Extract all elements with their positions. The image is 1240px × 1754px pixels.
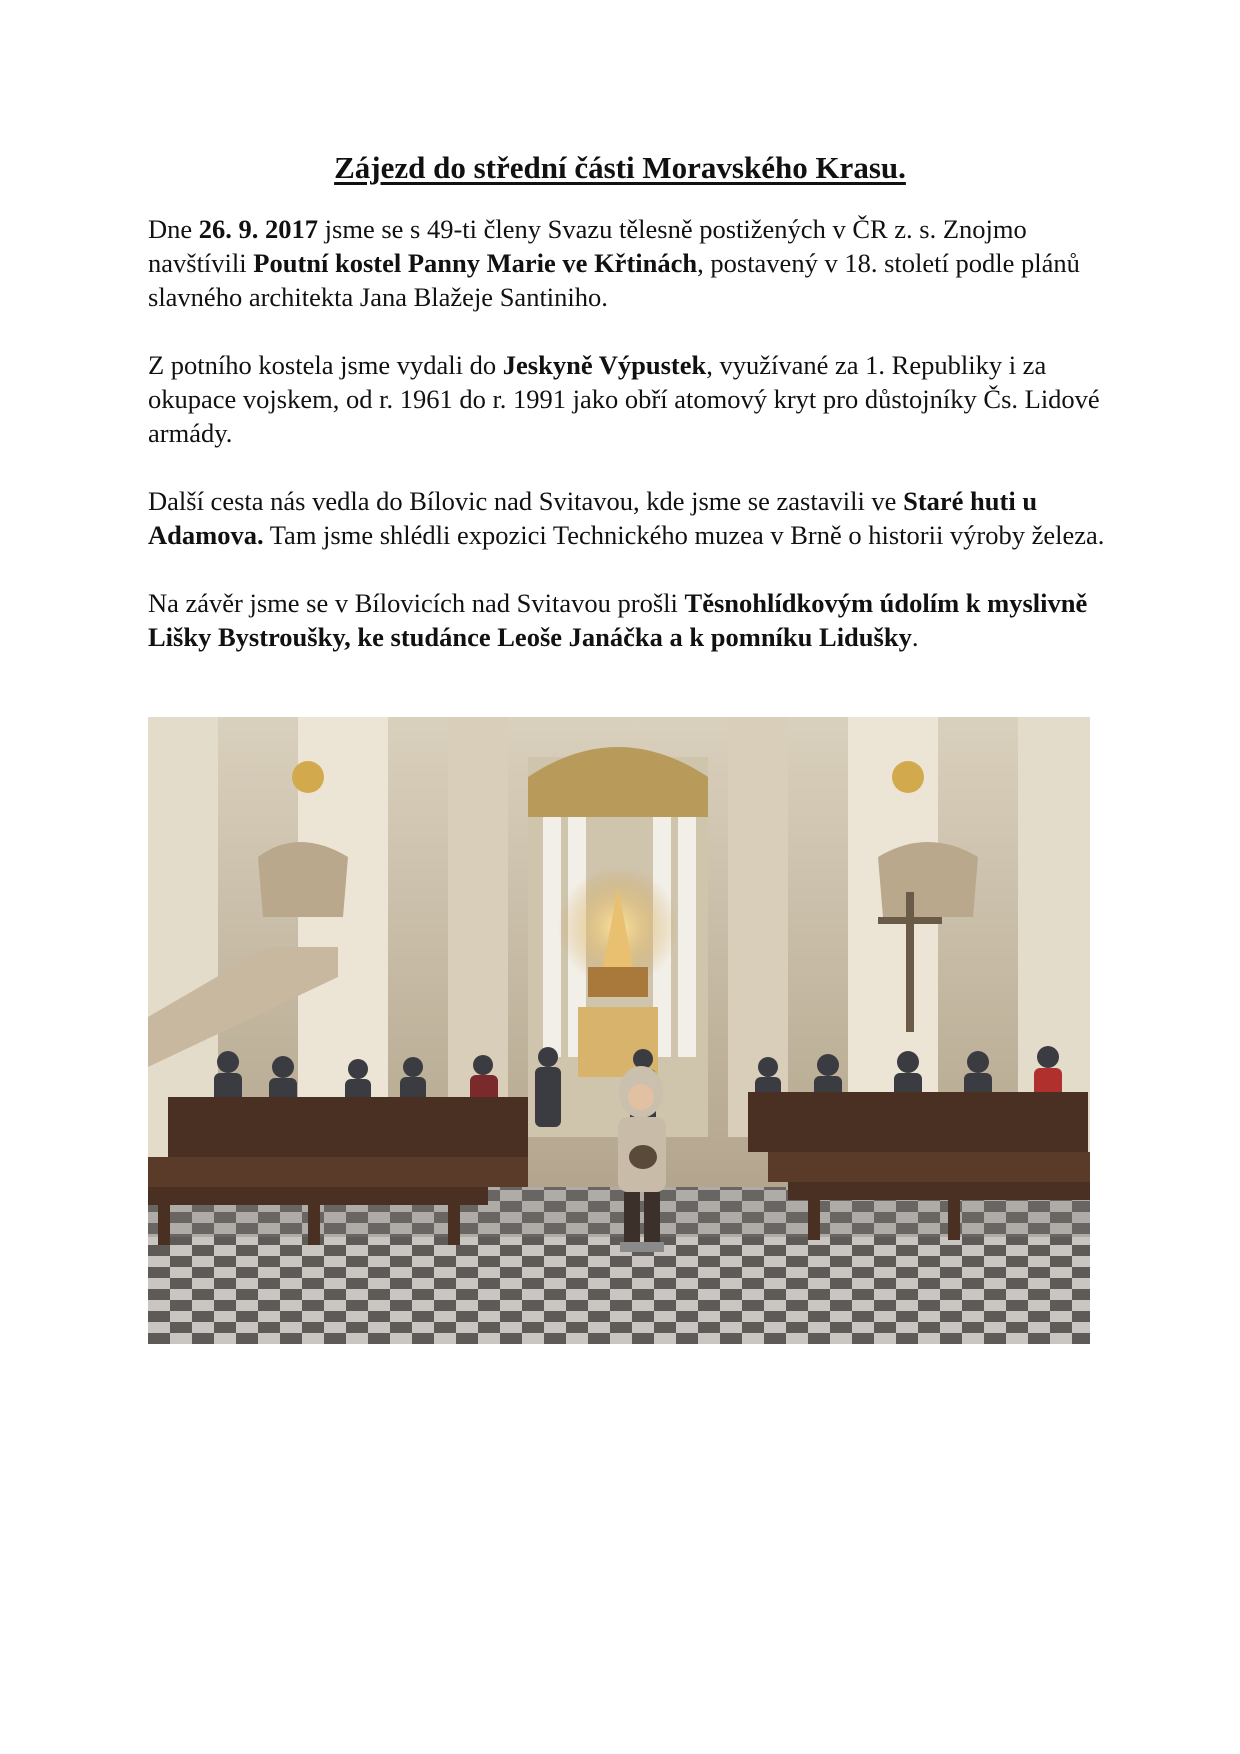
bold-text-run: 26. 9. 2017 — [198, 214, 319, 244]
bold-text-run: Těsnohlídkovým údolím k myslivně Lišky Bystroušky, ke studánce Leoše Janáčka a k pomníku Lidušky — [148, 588, 1088, 652]
bold-text-run: Staré huti u Adamova. — [148, 486, 1038, 550]
text-run: Tam jsme shlédli expozici Technického muzea v Brně o historii výroby železa. — [263, 520, 1105, 550]
text-run: . — [911, 622, 919, 652]
paragraph-3 — [148, 484, 1108, 552]
bold-text-run: Poutní kostel Panny Marie ve Křtinách — [253, 248, 698, 278]
text-run: Další cesta nás vedla do Bílovic nad Svitavou, kde jsme se zastavili ve — [148, 486, 904, 516]
document-title: Zájezd do střední části Moravského Krasu. — [334, 150, 906, 185]
church-interior-photo — [148, 717, 1090, 1344]
text-run: , postavený v 18. století podle plánů slavného architekta Jana Blažeje Santiniho. — [148, 248, 1080, 312]
text-run: , využívané za 1. Republiky i za okupace vojskem, od r. 1961 do r. 1991 jako obří atomový kryt pro důstojníky Čs. Lidové armády. — [148, 350, 1100, 448]
paragraph-4 — [148, 586, 1108, 654]
bold-text-run: Jeskyně Výpustek — [502, 350, 707, 380]
text-run: Dne — [148, 214, 199, 244]
document-body — [148, 212, 1108, 688]
text-run: Na závěr jsme se v Bílovicích nad Svitavou prošli — [148, 588, 685, 618]
text-run: jsme se s 49-ti členy Svazu tělesně postižených v ČR z. s. Znojmo navštívili — [148, 214, 1027, 278]
text-run: Z potního kostela jsme vydali do — [148, 350, 503, 380]
paragraph-2 — [148, 348, 1108, 450]
paragraph-1 — [148, 212, 1108, 314]
